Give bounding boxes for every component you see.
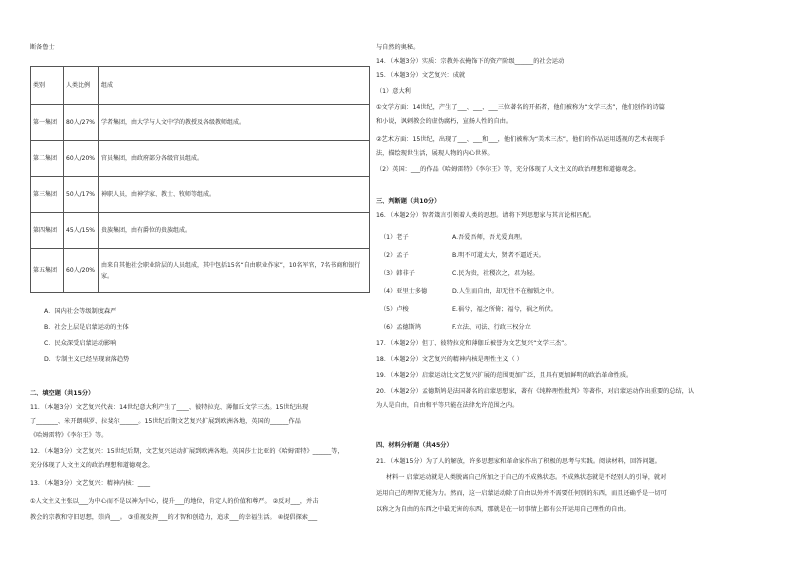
table-cell: 45人/15% (64, 213, 99, 249)
subheading: （1）意大利 (376, 88, 411, 95)
question-text: 20．（本题2分）孟德斯鸠是法国著名的启蒙思想家，著有《纯粹理性批判》等著作，对启蒙运动作出重要的总结，认 (376, 388, 695, 395)
option-a: A．国内社会等级制度森严 (44, 308, 117, 315)
table-cell: 第三集团 (31, 177, 64, 213)
group-table (30, 66, 370, 293)
table-cell: 第五集团 (31, 249, 64, 293)
table-cell: 贵族集团，由有爵位的贵族组成。 (99, 213, 370, 249)
match-saying: F.立法、司法、行政三权分立 (452, 324, 531, 331)
option-b: B．社会上层是启蒙运动的主体 (44, 324, 129, 331)
question-text: 了_______、米开朗琪罗、拉斐尔______。15世纪后期文艺复兴扩展到欧洲各地，英国的______作品 (30, 418, 301, 425)
table-cell: 学者集团，由大学与人文中学的教授及各级教师组成。 (99, 105, 370, 141)
table-cell: 神职人员，由神学家、教士、牧师等组成。 (99, 177, 370, 213)
question-text: （2）英国：___的作品《哈姆雷特》《李尔王》等，充分体现了人文主义的政治理想和道德观念。 (376, 166, 640, 173)
question-text: ②艺术方面：15世纪，出现了___、___和___，他们被称为“美术三杰”，他们的作品运用透视的艺术表现手 (376, 136, 665, 143)
match-person: （6）孟德斯鸠 (380, 324, 422, 331)
continuation-text: 与自然的奥秘。 (376, 44, 420, 51)
table-header: 类别 (31, 67, 64, 105)
material-text: 运用自己的理智无能为力。然而，这一启蒙运动除了自由以外并不需要任何别的东西，而且还确乎是一切可 (376, 490, 667, 497)
question-text: 12．（本题3分）文艺复兴：15世纪后期，文艺复兴运动扩展到欧洲各地。英国莎士比亚的《哈姆雷特》______等， (30, 448, 344, 455)
question-text: 14．（本题3分）实质：宗教外衣掩饰下的资产阶级______的社会运动 (376, 58, 565, 65)
section-heading: 四、材料分析题（共45分） (376, 442, 453, 449)
match-saying: A.吾爱吾师，吾尤爱真理。 (452, 234, 527, 241)
section-heading: 三、判断题（共10分） (376, 198, 441, 205)
question-text: ①文学方面：14世纪，产生了___、___、___三位著名的开拓者，他们被称为“文学三杰”，他们创作的诗篇 (376, 104, 665, 111)
match-person: （3）韩非子 (380, 270, 415, 277)
match-person: （5）卢梭 (380, 306, 409, 313)
match-saying: D.人生而自由，却无往不在枷锁之中。 (452, 288, 558, 295)
question-text: 15．（本题3分）文艺复兴：成就 (376, 72, 466, 79)
material-text: 以称之为自由的东西之中最无害的东西，那就是在一切事情上都有公开运用自己理性的自由。 (376, 506, 630, 513)
table-cell: 第四集团 (31, 213, 64, 249)
table-cell: 第二集团 (31, 141, 64, 177)
question-text: 21．（本题15分）为了人的解放，许多思想家和革命家作出了积极的思考与实践。阅读材料，回答问题。 (376, 458, 661, 465)
question-text: 和小说，讽刺教会的虚伪腐朽，宣扬人性的自由。 (376, 118, 513, 125)
match-person: （4）亚里士多德 (380, 288, 428, 295)
match-saying: B.明不可道太大，贤者不逼近天。 (452, 252, 545, 259)
table-cell: 60人/20% (64, 249, 99, 293)
question-text: 教会的宗教和守旧思想，崇尚___。 ③重视发挥___的才智和创造力，追求___的幸福生活。 ④提倡探索___ (30, 514, 318, 521)
question-text: 法，描绘现世生活，展现人物的内心世界。 (376, 150, 494, 157)
intro-text: 断备鲁士 (30, 44, 55, 51)
table-header: 人类比例 (64, 67, 99, 105)
question-text: 为人是自由，自由和平等只能在法律允许范围之内。 (376, 402, 519, 409)
table-cell: 第一集团 (31, 105, 64, 141)
question-text: 19．（本题2分）启蒙运动比文艺复兴扩展的范围更加广泛，且具有更加鲜明的政治革命性质。 (376, 372, 633, 379)
question-text: 11．（本题3分）文艺复兴代表：14世纪意大利产生了____、彼特拉克、薄伽丘文学三杰。15世纪出现 (30, 404, 309, 411)
table-cell: 50人/17% (64, 177, 99, 213)
table-cell: 由来自其他社会职业阶层的人员组成，其中包括15名“自由职业作家”，10名军官，7名书商和银行家。 (99, 249, 370, 293)
section-heading: 二、填空题（共15分） (30, 390, 95, 397)
question-text: ①人文主义主张以___为中心而不是以神为中心，提升___的地位，肯定人的价值和尊严。 ②反对___，并击 (30, 498, 319, 505)
question-text: 充分体现了人文主义的政治理想和道德观念。 (30, 462, 154, 469)
material-text: 材料一 启蒙运动就是人类脱离自己所加之于自己的不成熟状态。不成熟状态就是不经别人的引导，就对 (386, 474, 667, 481)
table-cell: 80人/27% (64, 105, 99, 141)
match-saying: C.民为贵，社稷次之，君为轻。 (452, 270, 539, 277)
table-cell: 60人/20% (64, 141, 99, 177)
option-d: D．专制主义已经呈现衰落趋势 (44, 356, 130, 363)
match-person: （2）孟子 (380, 252, 409, 259)
question-text: 《哈姆雷特》《李尔王》等。 (30, 432, 108, 439)
option-c: C．民众深受启蒙运动影响 (44, 340, 117, 347)
match-saying: E.祸兮，福之所倚；福兮，祸之所伏。 (452, 306, 557, 313)
question-text: 16．（本题2分）智者箴言引领着人类的思想。请将下列思想家与其言论相匹配。 (376, 212, 596, 219)
table-header: 组成 (99, 67, 370, 105)
match-person: （1）老子 (380, 234, 409, 241)
table-cell: 官员集团，由政府部分各级官员组成。 (99, 141, 370, 177)
question-text: 18．（本题2分）文艺复兴的精神内核是理性主义（ ） (376, 356, 523, 363)
question-text: 13．（本题3分）文艺复兴：精神内核：____ (30, 480, 151, 487)
question-text: 17．（本题2分）但丁、彼特拉克和薄伽丘被誉为文艺复兴“文学三杰”。 (376, 340, 571, 347)
